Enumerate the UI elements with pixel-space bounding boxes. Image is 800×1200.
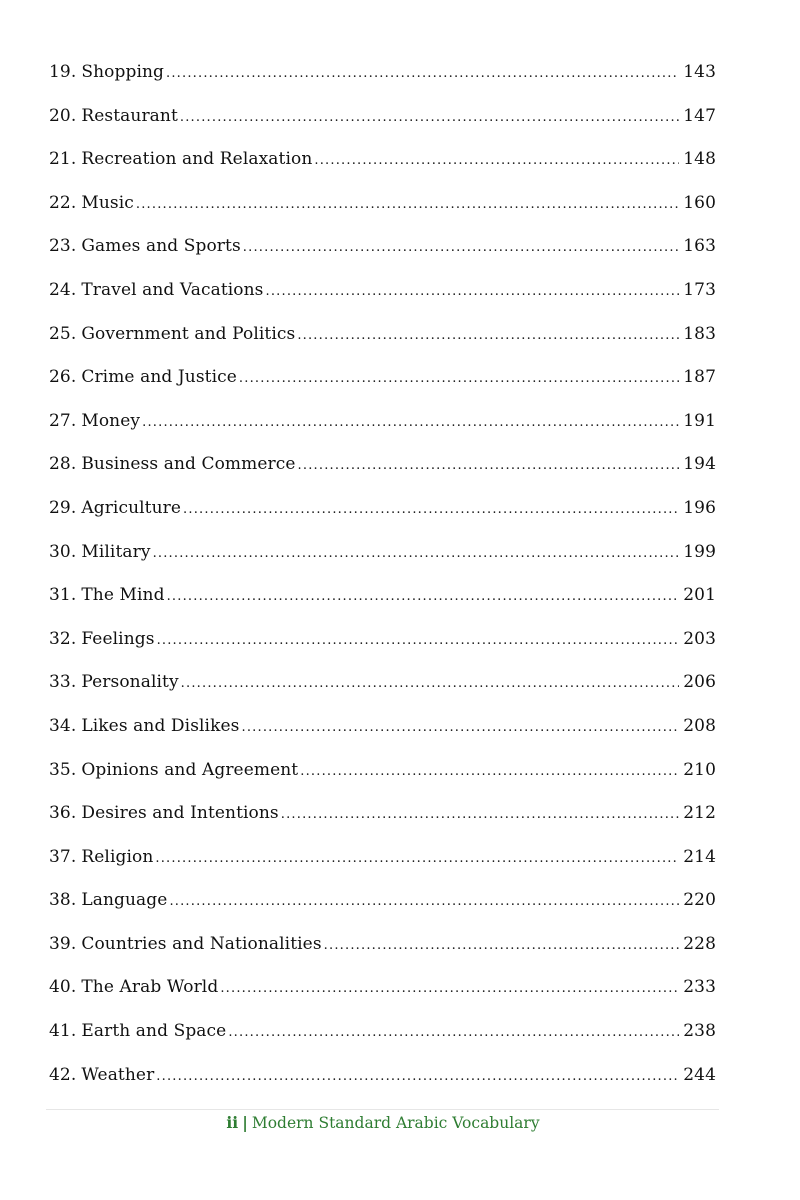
toc-entry-page[interactable]: 210 — [683, 759, 716, 780]
toc-entry-title[interactable]: Feelings — [81, 628, 155, 649]
toc-entry-page[interactable]: 191 — [683, 410, 716, 431]
toc-entry-number: 23. — [49, 236, 77, 257]
toc-entry[interactable] — [49, 716, 716, 760]
toc-dot-leader — [243, 240, 679, 255]
toc-entry[interactable] — [49, 977, 716, 1021]
toc-dot-leader — [281, 807, 679, 822]
toc-dot-leader — [155, 851, 679, 866]
toc-dot-leader — [181, 676, 680, 691]
toc-entry[interactable] — [49, 62, 716, 106]
toc-dot-leader — [297, 328, 679, 343]
toc-entry-title[interactable]: Personality — [81, 672, 179, 693]
toc-entry-title[interactable]: Government and Politics — [81, 323, 296, 344]
toc-entry-page[interactable]: 183 — [683, 323, 716, 344]
toc-dot-leader — [241, 720, 679, 735]
toc-entry[interactable] — [49, 193, 716, 237]
toc-entry-number: 39. — [49, 933, 77, 954]
toc-entry-number: 32. — [49, 628, 77, 649]
toc-dot-leader — [169, 894, 679, 909]
toc-entry-title[interactable]: Business and Commerce — [81, 454, 296, 475]
toc-entry-number: 24. — [49, 279, 77, 300]
toc-entry[interactable] — [49, 585, 716, 629]
footer-separator: | — [242, 1113, 248, 1132]
toc-entry-number: 22. — [49, 192, 77, 213]
toc-entry-page[interactable]: 228 — [683, 933, 716, 954]
toc-dot-leader — [266, 284, 680, 299]
toc-entry-page[interactable]: 196 — [683, 497, 716, 518]
toc-entry[interactable] — [49, 672, 716, 716]
toc-entry-title[interactable]: Military — [81, 541, 151, 562]
toc-entry-number: 35. — [49, 759, 77, 780]
toc-entry-page[interactable]: 233 — [683, 977, 716, 998]
toc-entry-title[interactable]: Weather — [81, 1064, 155, 1085]
toc-dot-leader — [298, 458, 680, 473]
toc-entry-number: 21. — [49, 149, 77, 170]
toc-entry-title[interactable]: Travel and Vacations — [81, 279, 264, 300]
toc-entry[interactable] — [49, 1065, 716, 1109]
toc-entry-number: 26. — [49, 367, 77, 388]
toc-dot-leader — [156, 1069, 679, 1084]
toc-entry-title[interactable]: Recreation and Relaxation — [81, 149, 313, 170]
toc-entry-title[interactable]: Money — [81, 410, 141, 431]
toc-dot-leader — [166, 66, 679, 81]
toc-entry-page[interactable]: 214 — [683, 846, 716, 867]
toc-entry-number: 36. — [49, 803, 77, 824]
toc-dot-leader — [228, 1025, 679, 1040]
toc-entry-page[interactable]: 212 — [683, 803, 716, 824]
toc-entry-number: 42. — [49, 1064, 77, 1085]
page-footer — [0, 1113, 766, 1132]
toc-entry-page[interactable]: 143 — [683, 62, 716, 82]
toc-dot-leader — [239, 371, 679, 386]
toc-entry-number: 30. — [49, 541, 77, 562]
toc-entry-page[interactable]: 147 — [683, 105, 716, 126]
toc-dot-leader — [314, 153, 679, 168]
toc-dot-leader — [324, 938, 680, 953]
toc-entry-title[interactable]: Music — [81, 192, 134, 213]
toc-entry-page[interactable]: 163 — [683, 236, 716, 257]
toc-entry[interactable] — [49, 803, 716, 847]
toc-entry[interactable] — [49, 280, 716, 324]
toc-entry-title[interactable]: Likes and Dislikes — [81, 715, 240, 736]
toc-entry[interactable] — [49, 411, 716, 455]
toc-entry[interactable] — [49, 542, 716, 586]
toc-entry[interactable] — [49, 324, 716, 368]
toc-entry[interactable] — [49, 106, 716, 150]
toc-entry-title[interactable]: Opinions and Agreement — [81, 759, 299, 780]
toc-entry-number: 41. — [49, 1021, 77, 1042]
footer-page-number: ii — [226, 1113, 239, 1132]
toc-entry-title[interactable]: Religion — [81, 846, 154, 867]
footer-divider — [46, 1109, 719, 1110]
toc-entry[interactable] — [49, 149, 716, 193]
toc-entry-page[interactable]: 208 — [683, 715, 716, 736]
toc-entry[interactable] — [49, 890, 716, 934]
toc-dot-leader — [157, 633, 680, 648]
toc-entry-number: 33. — [49, 672, 77, 693]
toc-entry-number: 20. — [49, 105, 77, 126]
toc-entry-number: 28. — [49, 454, 77, 475]
toc-entry-number: 27. — [49, 410, 77, 431]
toc-entry[interactable] — [49, 236, 716, 280]
toc-entry-page[interactable]: 206 — [683, 672, 716, 693]
toc-entry-title[interactable]: The Arab World — [81, 977, 219, 998]
toc-entry-title[interactable]: Shopping — [81, 62, 165, 82]
toc-entry-number: 38. — [49, 890, 77, 911]
footer-book-title: Modern Standard Arabic Vocabulary — [251, 1114, 540, 1132]
toc-entry[interactable] — [49, 934, 716, 978]
toc-entry-page[interactable]: 194 — [683, 454, 716, 475]
toc-dot-leader — [220, 981, 679, 996]
toc-entry-title[interactable]: The Mind — [81, 585, 165, 606]
toc-entry-number: 19. — [49, 62, 77, 82]
toc-entry-page[interactable]: 238 — [683, 1021, 716, 1042]
toc-entry-page[interactable]: 173 — [683, 279, 716, 300]
toc-dot-leader — [153, 546, 680, 561]
toc-entry-title[interactable]: Crime and Justice — [81, 367, 237, 388]
toc-dot-leader — [167, 589, 680, 604]
toc-entry-page[interactable]: 199 — [683, 541, 716, 562]
toc-entry[interactable] — [49, 367, 716, 411]
toc-entry[interactable] — [49, 1021, 716, 1065]
toc-entry-number: 29. — [49, 497, 77, 518]
toc-entry-title[interactable]: Agriculture — [81, 497, 182, 518]
toc-entry-title[interactable]: Games and Sports — [81, 236, 241, 257]
toc-entry-page[interactable]: 160 — [683, 192, 716, 213]
toc-entry-title[interactable]: Desires and Intentions — [81, 803, 279, 824]
toc-entry-title[interactable]: Restaurant — [81, 105, 178, 126]
toc-entry-title[interactable]: Language — [81, 890, 168, 911]
toc-entry-page[interactable]: 220 — [683, 890, 716, 911]
toc-entry-number: 37. — [49, 846, 77, 867]
table-of-contents — [49, 62, 716, 1108]
toc-entry[interactable] — [49, 498, 716, 542]
toc-entry-page[interactable]: 201 — [683, 585, 716, 606]
toc-entry[interactable] — [49, 847, 716, 891]
toc-entry-title[interactable]: Countries and Nationalities — [81, 933, 322, 954]
toc-dot-leader — [136, 197, 679, 212]
toc-entry-number: 25. — [49, 323, 77, 344]
toc-entry-title[interactable]: Earth and Space — [81, 1021, 227, 1042]
toc-entry[interactable] — [49, 454, 716, 498]
toc-dot-leader — [142, 415, 679, 430]
toc-entry-page[interactable]: 244 — [683, 1064, 716, 1085]
toc-dot-leader — [183, 502, 679, 517]
toc-entry-page[interactable]: 187 — [683, 367, 716, 388]
toc-entry-number: 31. — [49, 585, 77, 606]
toc-entry[interactable] — [49, 760, 716, 804]
toc-dot-leader — [180, 110, 679, 125]
toc-entry[interactable] — [49, 629, 716, 673]
toc-dot-leader — [300, 764, 679, 779]
toc-entry-number: 34. — [49, 715, 77, 736]
toc-entry-page[interactable]: 148 — [683, 149, 716, 170]
toc-entry-page[interactable]: 203 — [683, 628, 716, 649]
toc-entry-number: 40. — [49, 977, 77, 998]
